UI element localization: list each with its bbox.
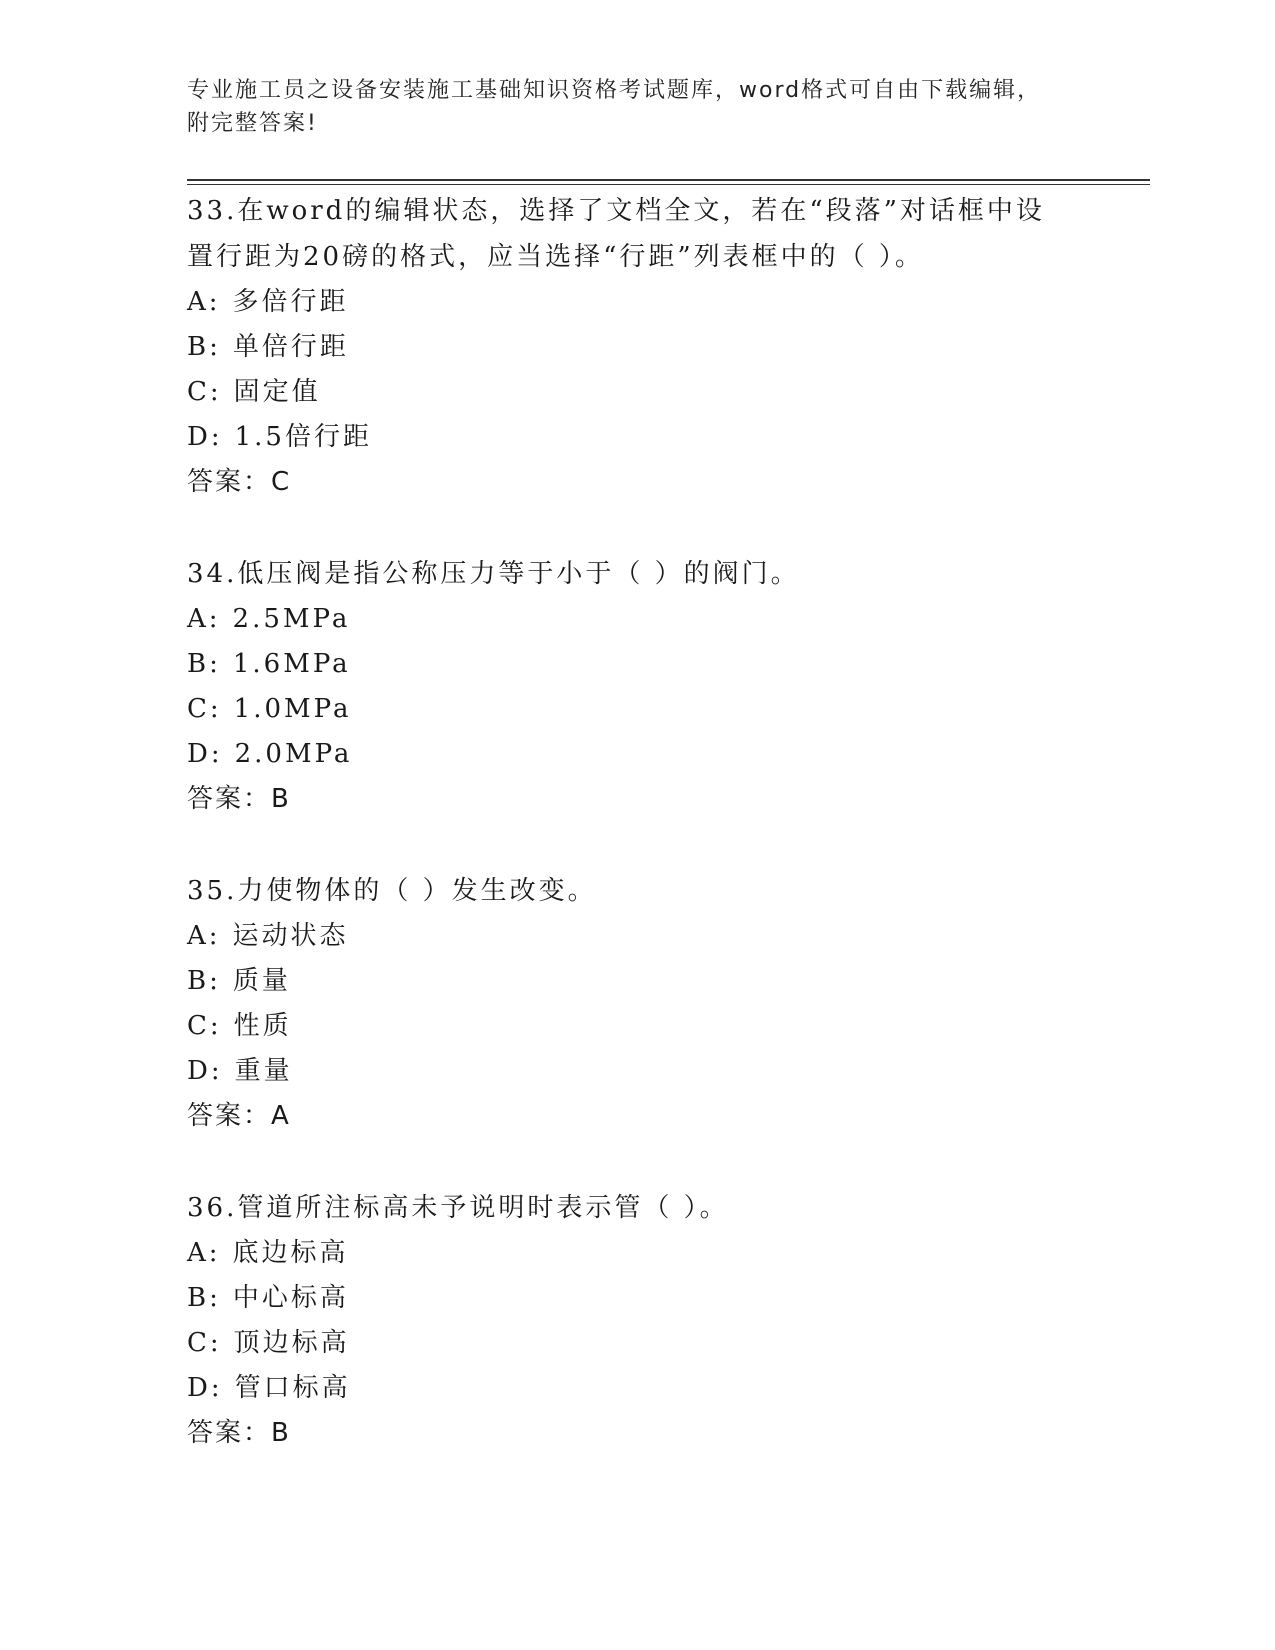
header-line-1: 专业施工员之设备安装施工基础知识资格考试题库，word格式可自由下载编辑， [187,78,1042,103]
option-text: 单倍行距 [232,332,349,362]
answer: 答案：C [187,467,292,497]
option-label: B: [187,649,221,679]
question-34 [187,551,1147,822]
header-divider-thin [187,184,1150,185]
option-d [187,415,1147,460]
option-text: 重量 [234,1056,293,1086]
option-label: A: [187,604,221,634]
option-text: 1.6MPa [232,649,351,679]
question-text [187,551,1147,597]
option-text: 2.5MPa [232,604,351,634]
option-text: 中心标高 [232,1283,349,1313]
option-c [187,687,1147,732]
question-text [187,1185,1147,1231]
option-text: 性质 [233,1011,292,1041]
option-d [187,1366,1147,1411]
answer: 答案：A [187,1101,291,1131]
option-c [187,370,1147,415]
question-text [187,188,1147,280]
option-label: A: [187,287,221,317]
option-text: 管口标高 [234,1373,351,1403]
document-header [187,74,1087,140]
option-text: 2.0MPa [234,739,353,769]
option-a [187,597,1147,642]
option-label: D: [187,1056,223,1086]
question-33 [187,188,1147,505]
question-36 [187,1185,1147,1456]
question-text [187,868,1147,914]
option-label: A: [187,921,221,951]
header-line-2: 附完整答案! [187,111,318,136]
option-label: D: [187,739,223,769]
option-a [187,914,1147,959]
question-text-line: 33.在word的编辑状态，选择了文档全文，若在“段落”对话框中设 [187,196,1045,226]
option-b [187,325,1147,370]
option-label: C: [187,1328,222,1358]
option-label: C: [187,377,222,407]
option-text: 质量 [232,966,291,996]
option-text: 运动状态 [232,921,349,951]
answer: 答案：B [187,784,291,814]
option-text: 底边标高 [232,1238,349,1268]
option-label: D: [187,1373,223,1403]
option-d [187,732,1147,777]
answer: 答案：B [187,1418,291,1448]
option-text: 多倍行距 [232,287,349,317]
option-label: B: [187,966,221,996]
option-label: C: [187,694,222,724]
option-text: 顶边标高 [233,1328,350,1358]
option-label: B: [187,332,221,362]
option-a [187,280,1147,325]
option-text: 固定值 [233,377,321,407]
option-b [187,959,1147,1004]
header-divider-thick [187,179,1150,181]
option-b [187,642,1147,687]
option-a [187,1231,1147,1276]
option-label: D: [187,422,223,452]
question-text-line: 34.低压阀是指公称压力等于小于（ ）的阀门。 [187,559,800,589]
option-c [187,1004,1147,1049]
option-label: A: [187,1238,221,1268]
option-label: C: [187,1011,222,1041]
question-text-line: 36.管道所注标高未予说明时表示管（ ）。 [187,1193,729,1223]
option-c [187,1321,1147,1366]
option-d [187,1049,1147,1094]
question-35 [187,868,1147,1139]
question-list [187,188,1147,1502]
option-b [187,1276,1147,1321]
option-text: 1.0MPa [233,694,352,724]
option-text: 1.5倍行距 [234,422,372,452]
question-text-line: 35.力使物体的（ ）发生改变。 [187,876,597,906]
question-text-line: 置行距为20磅的格式，应当选择“行距”列表框中的（ ）。 [187,242,924,272]
option-label: B: [187,1283,221,1313]
